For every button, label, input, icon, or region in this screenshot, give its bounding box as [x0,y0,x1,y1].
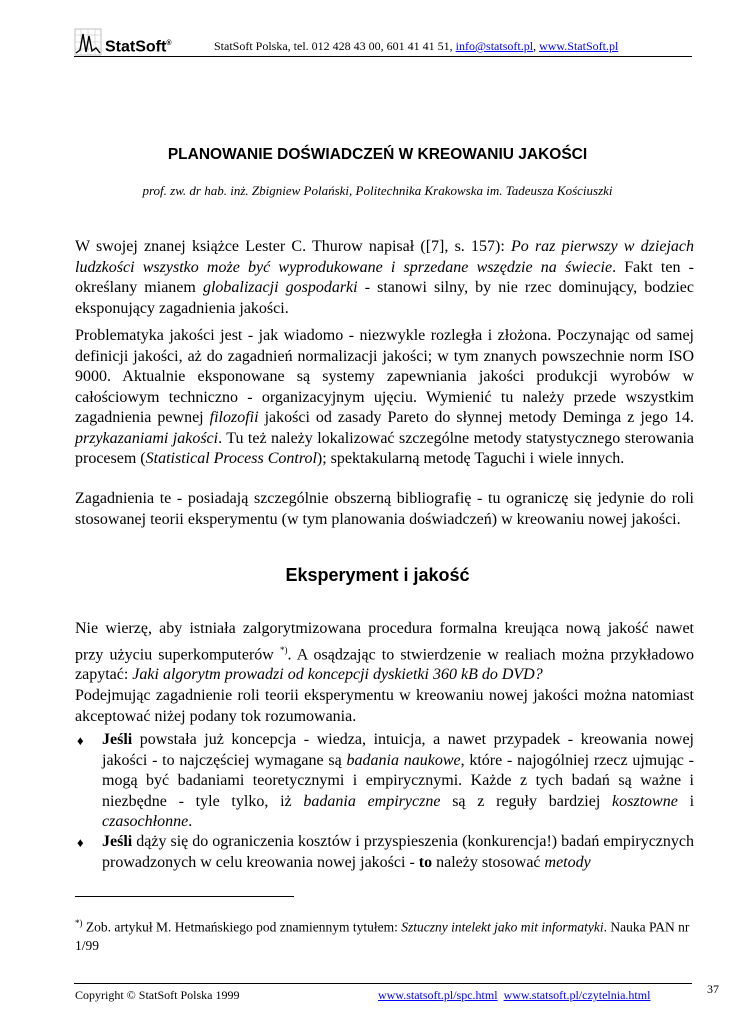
paragraph-4: Nie wierzę, aby istniała zalgorytmizowana procedura formalna kreująca nową jakość nawet przy użyciu superkomputerów *). A osądzając to stwierdzenie w realiach można przykładowo zapytać: Jaki algorytm prowadzi od koncepcji dyskietki 360 kB do DVD? [75,620,695,684]
bullet-item-1: Jeśli powstała już koncepcja - wiedza, intuicja, a nawet przypadek - kreowania nowej jakości - to najczęściej wymagane są badania naukowe, które - najogólniej rzecz ujmując - mogą być badaniami teoretycznymi i empirycznymi. Każde z tych badań są ważne i niezbędne - tyle tylko, iż badania empiryczne są z reguły bardziej kosztowne i czasochłonne. [102,731,695,830]
section-heading: Eksperyment i jakość [285,565,470,585]
author-line: prof. zw. dr hab. inż. Zbigniew Polański, Politechnika Krakowska im. Tadeusza Kościuszki [142,183,613,198]
footnote-divider [75,896,294,897]
paragraph-1: W swojej znanej książce Lester C. Thurow napisał ([7], s. 157): Po raz pierwszy w dziejach ludzkości wszystko może być wyprodukowane i sprzedane wszędzie na świecie. Fakt ten - określany mianem globalizacji gospodarki - stanowi silny, by nie rzec dominujący, bodziec eksponujący zagadnienia jakości. [75,238,695,317]
email-link[interactable]: info@statsoft.pl [455,39,534,53]
paragraph-3: Zagadnienia te - posiadają szczególnie obszerną bibliografię - tu ograniczę się jedynie do roli stosowanej teorii eksperymentu (w tym planowania doświadczeń) w kreowaniu nowej jakości. [75,490,694,528]
page-title: PLANOWANIE DOŚWIADCZEŃ W KREOWANIU JAKOŚCI [167,146,588,163]
footer-divider [74,983,692,984]
czytelnia-link[interactable]: www.statsoft.pl/czytelnia.html [503,988,651,1002]
footnote-ref: *) [279,644,288,655]
header-divider [74,56,692,57]
diamond-bullet-icon: ♦ [77,835,84,850]
chart-logo-icon [74,28,102,56]
statsoft-logo [74,26,172,56]
logo-text: StatSoft® [105,38,172,55]
page-number: 37 [707,982,719,996]
website-link[interactable]: www.StatSoft.pl [539,39,619,53]
header-contact: StatSoft Polska, tel. 012 428 43 00, 601 41 41 51, info@statsoft.pl, www.StatSoft.pl [214,39,619,53]
paragraph-2: Problematyka jakości jest - jak wiadomo - niezwykle rozległa i złożona. Poczynając od samej definicji jakości, aż do zagadnień normalizacji jakości; w tym znanych powszechnie norm ISO 9000. Aktualnie eksponowane są systemy zapewniania jakości produkcji wyrobów w całościowym techniczno - organizacyjnym ujęciu. Wymienić tu należy przede wszystkim zagadnienia pewnej filozofii jakości od zasady Pareto do słynnej metody Deminga z jego 14. przykazaniami jakości. Tu też należy lokalizować szczególne metody statystycznego sterowania procesem (Statistical Process Control); spektakularną metodę Taguchi i wiele innych. [75,327,694,467]
paragraph-5: Podejmując zagadnienie roli teorii eksperymentu w kreowaniu nowej jakości można natomiast akceptować niżej podany tok rozumowania. [75,687,694,725]
footer-links [378,988,650,1003]
bullet-item-2: Jeśli dąży się do ograniczenia kosztów i przyspieszenia (konkurencja!) badań empirycznych prowadzonych w celu kreowania nowej jakości - to należy stosować metody [102,833,694,871]
spc-link[interactable]: www.statsoft.pl/spc.html [378,988,498,1002]
copyright: Copyright © StatSoft Polska 1999 [75,988,240,1002]
diamond-bullet-icon: ♦ [77,733,84,748]
footnote: *) Zob. artykuł M. Hetmańskiego pod znamiennym tytułem: Sztuczny intelekt jako mit informatyki. Nauka PAN nr 1/99 [75,918,690,953]
